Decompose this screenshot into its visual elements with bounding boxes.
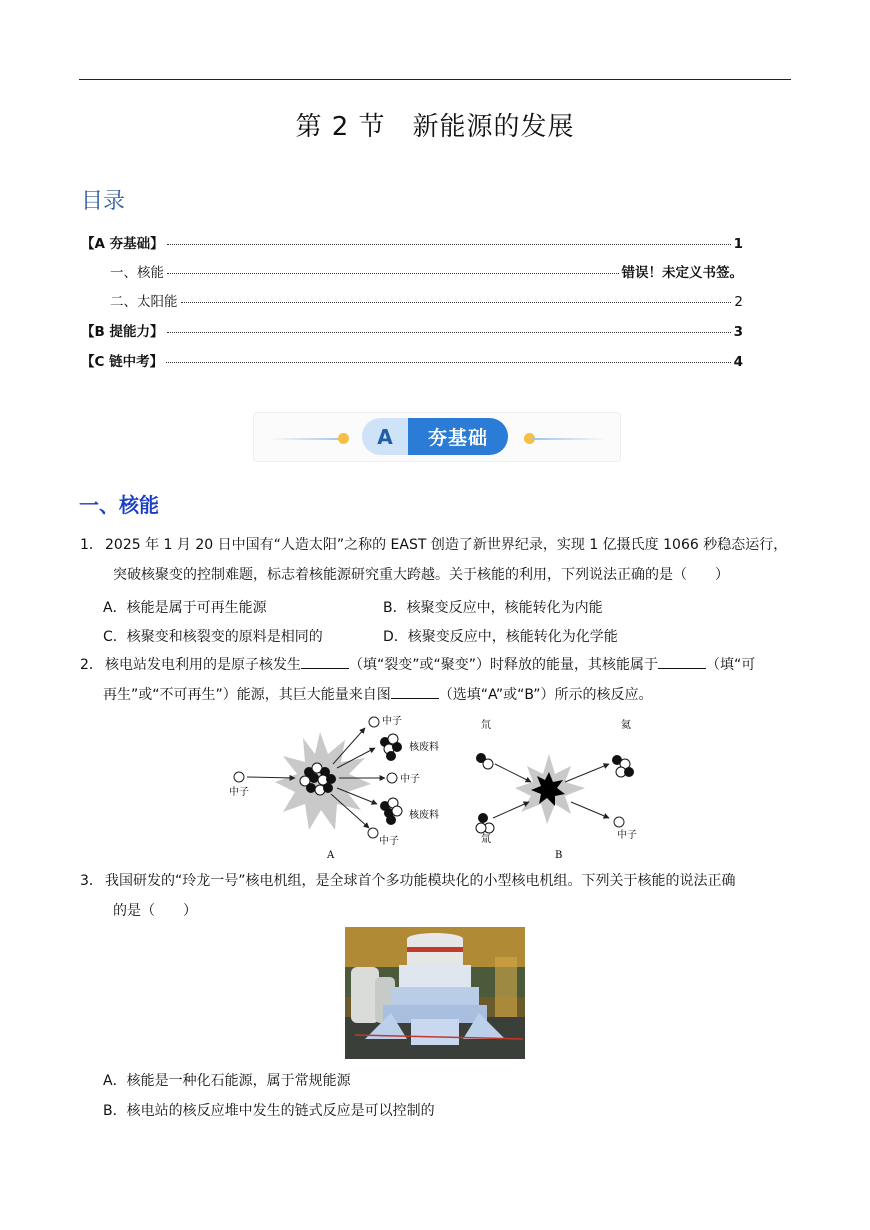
option-c[interactable]: C．核聚变和核裂变的原料是相同的 [103, 629, 323, 645]
label-neutron-b: 中子 [617, 830, 637, 841]
label-deuterium: 氘 [481, 720, 491, 731]
banner-label: 夯基础 [408, 418, 508, 455]
label-neutron-bottom: 中子 [379, 836, 399, 847]
question-text: 的是（ ） [113, 903, 197, 919]
banner-line-left [268, 438, 346, 440]
label-neutron-top: 中子 [382, 716, 402, 727]
toc-entry-b[interactable] [81, 320, 743, 340]
toc-leader [167, 273, 619, 274]
option-a[interactable]: A．核能是一种化石能源，属于常规能源 [103, 1073, 351, 1089]
toc-leader [181, 302, 732, 303]
header-rule [79, 79, 791, 80]
caption-a: A [327, 850, 335, 861]
waste-top-icon [380, 734, 402, 761]
question-number: 3． [80, 873, 103, 889]
fission-diagram [229, 714, 439, 861]
toc-entry-label: 【C 链中考】 [81, 354, 164, 370]
answer-blank[interactable] [301, 654, 349, 669]
question-text: 突破核聚变的控制难题，标志着核能源研究重大跨越。关于核能的利用，下列说法正确的是（ ） [113, 567, 729, 583]
banner-line-right [532, 438, 608, 440]
question-3 [80, 866, 800, 926]
option-b[interactable]: B．核聚变反应中，核能转化为内能 [383, 600, 603, 616]
toc-entry-c[interactable] [81, 350, 743, 370]
toc-page: 错误！未定义书签。 [621, 265, 743, 281]
section-banner [253, 412, 621, 462]
toc-heading: 目录 [81, 189, 126, 214]
answer-blank[interactable] [658, 654, 706, 669]
banner-letter: A [362, 418, 408, 455]
label-neutron-mid: 中子 [400, 774, 420, 785]
option-b[interactable]: B．核电站的核反应堆中发生的链式反应是可以控制的 [103, 1103, 435, 1119]
fusion-diagram [476, 718, 637, 861]
page-title: 第 2 节 新能源的发展 [295, 112, 575, 142]
toc-page: 2 [734, 294, 743, 310]
option-a[interactable]: A．核能是属于可再生能源 [103, 600, 267, 616]
waste-bottom-icon [380, 798, 402, 825]
label-neutron-in: 中子 [229, 787, 249, 798]
nuclear-reaction-figure [225, 712, 655, 864]
section-heading: 一、核能 [79, 493, 159, 517]
banner-pill [362, 418, 508, 455]
question-text: 我国研发的“玲龙一号”核电机组，是全球首个多功能模块化的小型核电机组。下列关于核能的说法正确 [105, 873, 736, 889]
question-number: 2． [80, 657, 103, 673]
toc-entry-label: 二、太阳能 [110, 294, 178, 310]
option-d[interactable]: D．核聚变反应中，核能转化为化学能 [383, 629, 618, 645]
toc-page: 3 [733, 324, 743, 340]
question-number: 1． [80, 537, 103, 553]
toc-page: 1 [733, 236, 743, 252]
toc-entry-label: 一、核能 [110, 265, 164, 281]
question-2 [80, 650, 800, 710]
toc-entry-nuclear[interactable] [110, 261, 743, 281]
label-tritium: 氚 [481, 834, 491, 845]
question-text: 2025 年 1 月 20 日中国有“人造太阳”之称的 EAST 创造了新世界纪录，实现 1 亿摄氏度 1066 秒稳态运行， [105, 537, 788, 553]
question-text: 核电站发电利用的是原子核发生 （填“裂变”或“聚变”）时释放的能量，其核能属于 （填“可 [80, 650, 800, 680]
toc-entry-label: 【A 夯基础】 [81, 236, 164, 252]
caption-b: B [555, 850, 563, 861]
toc-leader [167, 332, 731, 333]
toc-entry-solar[interactable] [110, 290, 743, 310]
answer-blank[interactable] [391, 684, 439, 699]
toc-leader [166, 362, 730, 363]
toc-entry-label: 【B 提能力】 [81, 324, 164, 340]
label-helium: 氦 [621, 720, 631, 731]
reactor-photo [345, 927, 525, 1059]
question-text: 再生”或“不可再生”）能源，其巨大能量来自图 （选填“A”或“B”）所示的核反应。 [80, 680, 800, 710]
toc-leader [167, 244, 731, 245]
toc-page: 4 [733, 354, 743, 370]
question-1 [80, 530, 800, 590]
banner-dot-left [338, 433, 349, 444]
label-waste-bottom: 核废料 [409, 810, 439, 821]
toc-entry-a[interactable] [81, 232, 743, 252]
label-waste-top: 核废料 [409, 742, 439, 753]
